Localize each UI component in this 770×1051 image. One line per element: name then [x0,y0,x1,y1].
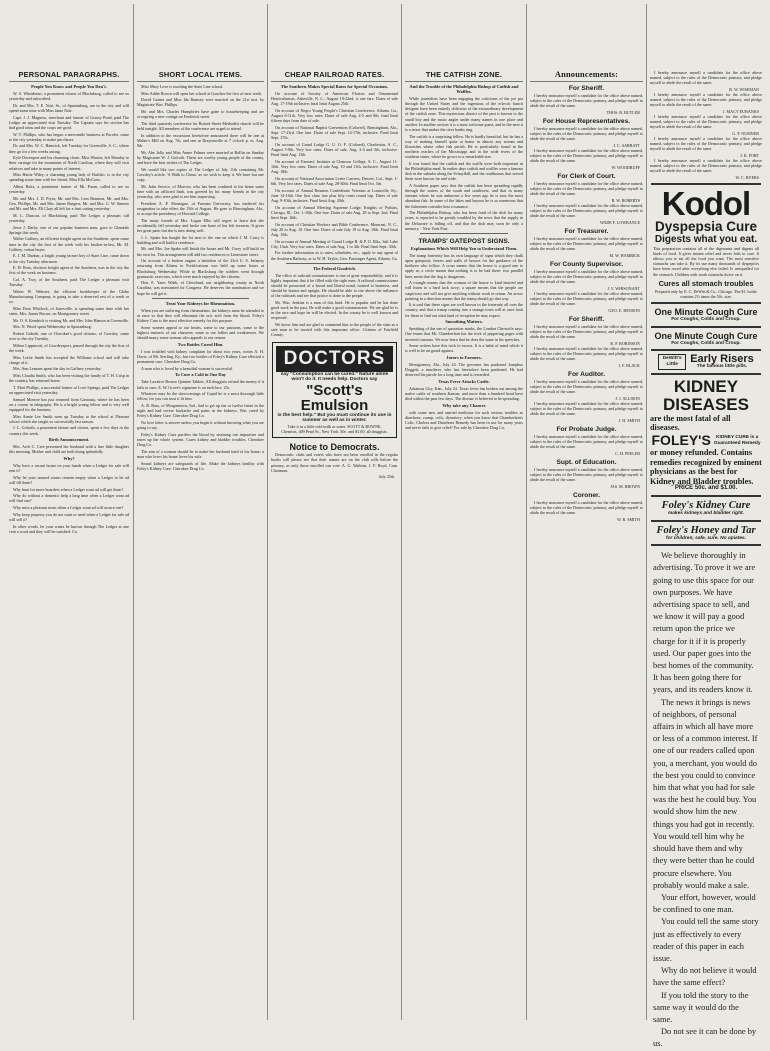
paragraph: Mr. Abe Jolly and Miss Annie Palmer were married at Rollin on Sunday by Magistrate W. J. Goforth. These are worthy young people of the county, and have the best wishes of The Ledger. [137,149,264,166]
section-title: For Treasurer. [564,227,609,235]
paragraph: Do not see it can be done by us. [653,1027,757,1049]
candidate-name: G. P. NUMNER [732,130,759,136]
paragraph: I was troubled with kidney complaint for about two years, writes A. H. Davis, of Mt. Sterling, Ky., but two bottles of Foley's Kidney Cure effected a permanent cure. Cherokee Drug Co. [137,348,264,365]
subheading: Texas Fever Attacks Cattle. [438,379,490,385]
kodol-ad [650,184,762,299]
paragraph: We know him and are glad to commend him to the people of the state as a safe man to be trusted with this important office. Citizens of Fairfield County. [271,322,398,338]
ad-subtitle: For Coughs, Colds and Croup. [671,340,741,346]
paragraph: Robert Gaboth, one of Cherokee's good citizens, of Gowdey, came over to the city Tuesday. [9,330,129,342]
ad-tagline: say "Consumption can be cured." Nature alone won't do it. It needs help. Doctors say [280,371,389,383]
paragraph: We would like two copies of The Ledger of July 11th containing Mr. Gowdey's article, 'A Walk to China,' as we wish to keep it. We have but one copy. [137,166,264,182]
paragraph: On account of Christian Workers and Bible Conference, Montreat, N. C., July 20 to Aug. 10. One fare. Dates of sale July 19 to Aug. 10th. Final limit Aug. 15th. [271,221,398,237]
tramps-heading: TRAMPS' GATEPOST SIGNS. [418,237,510,245]
paragraph: It is said that these signs are well known to the fraternity all over the country, and that a tramp coming into a strange town will at once look for them to find out what kind of reception he may expect. [405,302,523,318]
paragraph: For further information as to rates, schedules, etc., apply to any agent of the Southern Railway, or to W. H. Taylor, Gen. Passenger Agent, Atlanta, Ga. [271,250,398,261]
paragraph: Col. A. Troy, of the Southern, paid The Ledger a pleasant visit Tuesday. [9,277,129,288]
one-minute-cough-cure-ad [650,307,762,323]
foleys-honey-tar-ad [650,525,762,542]
kidney-diseases-ad [650,378,762,492]
candidate-name: THOS. B. BUTLER [606,109,640,115]
ad-subtitle: makes kidneys and bladder right. [668,511,744,517]
subheading-birth: Birth Announcement. [48,437,90,443]
paragraph: The Philadelphia Bishop, who has been fond of the dish for many years, is reported to be greatly troubled by the news that the supply in the Delaware is falling off, and that the dish may soon be only a memory. - New York Post. [405,210,523,231]
paragraph: Kyle Davenport and his charming closer, Miss Winnie, left Monday to their carriage for the mountains of North Carolina, where they will visit relatives and take in many points of interest. [9,155,129,171]
paragraph: On account of National Baptist Convention (Colored), Birmingham, Ala., Sept. 17-23rd. One fare. Dates of sale Sept. 14-17th, inclusive. Final limit Sept. 27th. [271,124,398,141]
section-heading: PERSONAL PARAGRAPHS. [9,70,129,82]
paragraph: Miss Hattie Wiley, a charming young lady of Buffalo, is in the city spending some time with her friend, Miss Ella McCraw. [9,172,129,183]
paragraph: Dr. and Mrs. T. E. Nott, Sr., of Spartanburg, are in the city and will spend some time with Miss Janie Nott. [9,102,129,113]
section-title: For Clerk of Court. [557,172,616,180]
paragraph: W. T. Phillips, who has begun a mercantile business at Pacolet, came to the city yesterday to make purchases. [9,131,129,142]
paragraph: On account of a broken engine a battalion of the 23rd U. S. Infantry returning from Athens to Fortifications was held up some hours at Blacksburg Wednesday. While in Blacksburg the soldiers went through gymnastic exercises, which were much enjoyed by the citizens. [137,258,264,279]
announcement: I hereby announce myself a candidate for the office above named, subject to the rules of the Democratic primary, and pledge myself to abide the result of the same. [530,125,643,142]
divider [651,495,761,497]
paragraph: Why hunt for more boarders when a Ledger want ad will get them? [13,486,124,492]
paragraph: Miss Claudia Smith, who has been visiting the family of T. H. Crisp in the country, has returned home. [9,373,129,384]
foley-name: FOLEY'S [651,432,711,449]
announcement: I hereby announce myself a candidate for the office above named, subject to the rules of the Democratic primary, and pledge myself to abide the result of the same. [650,113,762,130]
paragraph: We believe thoroughly in advertising. To prove it we are going to use this space for our own purposes. We have advertising space to sell, and we know it will pay a good return upon the price we charge for it if it is properly used. Our paper goes into the best homes of the community. It has been going there for years, and its readers know it. [653,551,756,695]
scotts-emulsion-ad [272,342,397,439]
subheading: Smoothing Matters. [445,319,483,325]
announcement: I hereby announce myself a candidate for the office above named, subject to the rules of the Democratic primary, and pledge myself to abide the result of the same. [530,378,643,394]
article-body [9,91,129,436]
paragraph: While journalists have been engaging the criticisms of the joe pot through the United States and the ingenious of the eclectic bunch designer have been entirely oblivious of the extraordinary development of the catfish zone. This mysterious district of the pest is known to the small boy and the rustic angler under many names in one place and another. In another section it is a most welcome guest, and in the next it is a terror that makes the river banks ring. [405,96,523,132]
section-heading: THE CATFISH ZONE. [405,70,523,82]
paragraph: Milton Lippincott, of Gowdeysport, passed through the city the first of the week. [9,342,129,353]
foley-cure1: KIDNEY CURE is a [716,434,759,440]
paragraph: A man who is loved by a beautiful woman is successful. [141,365,233,371]
announcement: I hereby announce myself a candidate for the office above named, subject to the rules of the Democratic primary, and pledge myself to abide the result of the same. [530,147,643,164]
paragraph: Miss Mary Love is teaching the State Line school. [141,84,224,89]
announcement: I hereby announce myself a candidate for the office above named, subject to the rules of the Democratic primary, and pledge myself to abide the result of the same. [530,323,643,340]
paragraph: Miss Dora Whitlock, of Jonesville, is spending some time with her sister, Mrs. James Brown, on Montgomery street. [9,305,129,316]
candidate-name: J. V. WHISONANT [607,285,640,291]
paragraph: The third quarterly conference for Buford Street Methodist church will be held tonight. All members of the conference are urged to attend. [137,120,264,132]
paragraph: Mrs. N. Wood spent Wednesday in Spartanburg. [13,324,92,330]
notice-body: Democratic clubs and voters who have not been enrolled in the regular books will please see that their names are on the club rolls before the primary, as only those enrolled can vote. A. G. Watkins, J. F. Boyd, Com. Chairman. [271,452,398,473]
paragraph: Why do without a domestic help a long time when a Ledger want ad will find one? [9,493,129,504]
paragraph: Montgomery, Ala., July 24. The governor has pardoned Josephus Doggett, a murderer, who has heretofore been pardoned. He had deserved his parole for a long time and is rewarded. [405,362,523,378]
announcement: I hereby announce myself a candidate for the office above named, subject to the rules of the Democratic primary, and pledge myself to abide the result of the same. [650,135,762,152]
kidney-line1: are the most fatal of all diseases. [650,413,731,433]
section-heading: Announcements: [530,70,643,82]
subheading: The Federal Goodrich. [313,265,356,271]
paragraph: The aim of a woman should be to make her husband fond of his home; a man who loves his home loves his wife. [137,448,264,459]
candidate-name: J. C. SARRATT [613,142,640,148]
paragraph: No love letter is sincere unless you begin it without knowing what you are going to say. [137,419,264,431]
paragraph: Dr. and Mrs. W. C. Hamrick, left Tuesday for Greenville, S. C., where they go for a few weeks outing. [9,143,129,154]
section-title: Supt. of Education. [556,458,617,466]
paragraph: Why keep property you do not want or need when a Ledger for sale ad will sell it? [9,511,129,522]
column-catfish-zone [401,4,526,1020]
paragraph: Walter W. Webster, the efficient bookkeeper of the Globe Manufacturing Company, is going to take a deserved rest of a week or so. [9,288,129,305]
newspaper-page [6,4,764,1049]
divider [651,326,761,328]
paragraph: The tramp fraternity has its own language of signs which they chalk upon gateposts, fences and walls of houses for the guidance of the brethren who follow. A cross means that the house is a good one to apply at; a circle means that nothing is to be had there; two parallel lines mean that the dog is dangerous. [405,252,523,279]
paragraph: Mr. Wm. Jenkins is a man of this kind. He is popular and he has done good work in the past. He will make a good commissioner. We are glad he is in the race and hope he will be elected. In the county he is well known and respected. [271,299,398,321]
divider [651,520,761,522]
paragraph: Some women appeal to our hearts, some to our passions, some to the highest instincts of our character, some to our follies and weaknesses. We should marry some woman who appeals to our reason. [137,324,264,341]
column-railroad-rates [267,4,401,1020]
paragraph: Walter Gaffney, an efficient freight agent on the Southern, spent some time in the city the first of the week with his brother-in-law, Mr. M. Gaffney, cotton buyer. [9,236,129,252]
paragraph: The many friends of Mrs. Logan Ellis will regret to learn that she accidentally fell yesterday and broke one bone of her left forearm. It gives her great pain, but she is now doing well. [137,217,264,233]
kodol-tagline: Digests what you eat. [654,233,758,245]
paragraph: Mrs. Arch C. Cree presented her husband with a fine little daughter this morning. Mother and child are both doing splendidly. [9,444,129,455]
paragraph: M. L. Duncan, of Blacksburg, paid The Ledger a pleasant call yesterday. [9,212,129,223]
paragraph: Mr. and Mrs. Joe Spake will finish the house and Mr. Curry will build on his own lot. This arrangement will add two residences to Limestone street. [137,246,264,257]
announcement: I hereby announce myself a candidate for the office above named, subject to the rules of the Democratic primary, and pledge myself to abide the result of the same. [650,70,762,86]
paragraph: Whatever may be the shortcomings of Cupid he is a most thorough little fellow, for you can trust it fit him. [137,391,264,402]
tramps-subheading: Explanations Which Will Help You to Understand Them. [410,245,518,251]
section-heading: SHORT LOCAL ITEMS. [137,70,264,82]
paragraph: On account of Annual Meeting of Grand Lodge B. & P. O. Elks, Salt Lake City, Utah. Very low rates. Dates of sale Aug. 1 to 4th. Final limit Sept. 30th. [271,238,398,249]
paragraph: Capt. J. J. Magness, merchant and farmer of Grassy Pond, paid The Ledger an appreciated visit Tuesday. The Captain says his section has had good rains and the crops are good. [9,114,129,130]
paragraph: Mrs. Ann Lemons spent the day in Gaffney yesterday. [13,366,102,372]
paragraph: It was found that the catfish and the waffle were both important in the Philadelphia meal. In earlier days catfish and waffles were a famous dish in the suburbs along the Schuylkill, and the roadhouses that served them were known far and wide. [405,160,523,182]
candidate-name: J. J. ALLISON [615,395,640,401]
kidney-body: or money refunded. Contains remedies recognized by eminent physicians as the best for Kidney and Bladder troubles. [650,448,762,486]
early-risers-ad [650,354,762,370]
paragraph: Mr. and Mrs. Charles Humphries have gone to housekeeping and are occupying a new cottage on Frederick street. [137,109,264,120]
subheading: Treat Your Kidneys for Rheumatism. [165,300,236,306]
one-minute-cough-cure-ad [650,331,762,347]
announcement: I hereby announce myself a candidate for the office above named, subject to the rules of the Democratic primary, and pledge myself to abide the result of the same. [530,499,643,515]
advertising-editorial [653,550,759,1050]
section-subheading: People You Know and People You Don't. [31,84,107,89]
candidate-name: M. W. HAMRICK [609,252,640,258]
notice-title: Notice to Democrats. [289,442,380,453]
candidate-name: R. W. ROBERTS [611,197,640,203]
paragraph: Why have a vacant house on your hands when a Ledger for sale will rent it? [9,463,129,474]
paragraph: Miss Lottie Smith has accepted the Williams school and will take charge of it. [9,354,129,365]
early-risers-title: Early Risers [690,353,754,366]
paragraph: Take Laxative Bromo Quinine Tablets. All druggists refund the money if it fails to cure. E. W. Grove's signature is on each box. 25c. [137,379,264,390]
section-title: Coroner. [572,491,601,499]
paragraph: On account of Society of American Florists and Ornamental Horticulturists, Asheville, N. C., August 19-22nd, is one fare. Dates of sale Aug. 17-19th inclusive; final limit August 25th. [271,91,398,107]
section-title: For Probate Judge. [556,425,617,433]
ad-title: Foley's Kidney Cure [661,500,751,512]
paragraph: J. L. Goforth, a prominent farmer and citizen, spent a few days in the country this week. [9,425,129,436]
paragraph: Why do not believe it would have the same effect? [653,966,757,988]
paragraph: Why miss a pleasant room when a Ledger want ad will secure one? [13,505,124,511]
section-title: For Sheriff. [568,85,605,92]
dewitts-label: DeWitt's Little [658,354,686,369]
ad-title: One Minute Cough Cure [654,330,758,341]
paragraph: Some writers have this trick to excess. It is a habit of mind which it is well to be on guard against. [405,343,523,354]
candidate-name: R. P. ROBINSON [610,340,640,346]
announcement: I hereby announce myself a candidate for the office above named, subject to the rules of the Democratic primary, and pledge myself to abide the result of the same. [530,202,643,219]
paragraph: On account of Annual Meeting Supreme Lodge, Knights of Pythias, Chicago, Ill., Oct. 1-10th. One fare. Dates of sale Aug. 28 to Sept. 2nd. Final limit Sept. 16th. [271,204,398,220]
ad-title: DOCTORS [276,346,393,372]
candidate-name: GEO. E. HENSON [608,307,640,313]
paragraph: E. J. M. Dunbar, a bright young farmer boy of State Line, came down to the city Tuesday afternoon. [9,253,129,264]
paragraph: Albert Betts, a prominent farmer of Mt. Paran, called to see us yesterday. [9,184,129,195]
paragraph: Foley's Kidney Cure purifies the blood by straining out impurities and tones up the whole system. Cures kidney and bladder troubles. Cherokee Drug Co. [137,431,264,448]
column-short-local-items [133,4,267,1020]
ad-subtitle: For Coughs, Colds and Croup. [671,317,741,323]
candidate-name: W. C. BYERS [735,174,759,180]
paragraph: T. Mott Phillips, a successful farmer of Love Springs, paid The Ledger an appreciated visit yesterday. [9,384,129,395]
paragraph: You could tell the same story just as effectively to every reader of this paper in each issue. [653,917,759,963]
candidate-name: J. K. FORT [740,152,759,158]
kodol-logo: Kodol [661,184,751,222]
notice-signature: July 25th. [378,474,395,480]
divider [651,373,761,375]
paragraph: Hon. E. Yates Webb, of Cleveland, our neighboring county in North Carolina, was nominated for Congress. He deserves the nomination and we hope he will get it. [137,280,264,296]
section-title: For House Representatives. [542,117,631,125]
ad-body: is the best help." But you must continue its use in summer as well as in winter. [277,412,392,424]
kodol-body: This preparation contains all of the digestants and digests all kinds of food. It gives instant relief and never fails to cure. It allows you to eat all the food you want. The most sensitive stomachs can take it. By its use many thousands of dyspeptics have been cured after everything else failed. Is unequalled for the stomach. Children with weak stomachs thrive on it. [653,245,759,277]
ad-subtitle: for children, safe, sure. No opiates. [666,535,746,541]
kidney-price: PRICE 50c. and $1.00. [674,485,738,492]
candidate-name: W. WOODRUFF [611,164,640,170]
paragraph: On account of National Association Letter Carriers, Denver, Col., Sept. 1-6th. Very low rates. Dates of sale Aug. 28-30th. Final limit Oct. 5th. [271,175,398,186]
paragraph: David Gaines and Miss Ida Ramsey were married on the 21st inst. by Magistrate Wm. Phillips. [137,97,264,108]
paragraph: In other words, let your wants be known through The Ledger at one cent a word and they will be satisfied. Co. [9,523,129,534]
paragraph: In addition to the excursions heretofore announced there will be one at Maher's Mill on Aug. 7th, and one at Draytonville at 7 o'clock p. m. Aug. 9th. [137,132,264,149]
paragraph: Samuel Monroe has just returned from Gastonia, where he has been on a course in telegraphy. He is a bright young fellow and is very well equipped for the business. [9,396,129,412]
ad-footer: Take it in a little cold milk or water. SCOTT & BOWNE, Chemists, 409 Pearl St., New York. 50c. and $1.00; all druggists. [281,423,388,435]
paragraph: Speaking of the use of quotation marks, the London Chronicle says: One learns that Mr. Chamberlain has the trick of peppering pages with inverted commas. We now learn that he does the same in his speeches. [405,326,523,342]
paragraph: W. S. Whiteheart, a prominent citizen of Blacksburg, called to see us yesterday and subscribed. [9,91,129,102]
paragraph: If you told the story to the same way it would do the same. [653,990,749,1024]
announcement: I hereby announce myself a candidate for the office above named, subject to the rules of the Democratic primary, and pledge myself to abide the result of the same. [530,180,643,197]
divider [152,298,249,299]
section-subheading: The Southern Makes Special Rates for Special Occasions. [280,84,389,89]
ad-title: Foley's Honey and Tar [656,524,756,536]
paragraph: Your effort, however, would be confined to one man. [653,892,756,915]
subheading-why: Why? [63,456,75,462]
kodol-maker: Prepared only by E. C. DeWitt & Co., Chicago. The $1. bottle contains 2½ times the 50c. size. [655,288,757,299]
kodol-subtitle: Dyspepsia Cure [654,218,758,234]
foleys-kidney-cure-ad [650,500,762,517]
foley-cure2: Guaranteed Remedy [713,440,761,446]
candidate-name: J. H. SMITH [618,417,640,423]
candidate-name: JAS. M. BROWN [610,483,640,489]
paragraph: Mr. O. S. Kendrick is visiting Mr. and Mrs. John Hamon at Greenville. [13,317,129,323]
subheading: Jurors to Farmers. [446,355,482,361]
candidate-name: J. MACY EUBANKS [722,108,759,114]
paragraph: A. B. Bass, of Morgantown, Ind., had to get up ten or twelve times in the night and had severe backache and pains in the kidneys. Was cured by Foley's Kidney Cure. Cherokee Drug Co. [137,402,264,419]
paragraph: The office of railroad commissioner is one of great responsibility, and it is highly important that it be filled with the right men. A railroad commissioner should be possessed of a broad and liberal mind, trained to business, and should be honest and upright. He should be able to rise above the influence of the railroads and see that justice is done to the people. [271,272,398,299]
announcement: I hereby announce myself a candidate for the office above named, subject to the rules of the Democratic primary, and pledge myself to abide the result of the same. [530,345,643,362]
paragraph: The news it brings is news of neighbors, of personal affairs in which all have more or less of a common interest. If one of our readers called upon you, a merchant, you would do the best you could to convince him that what you had for sale was the best he could buy. You would show him the new things you had got in recently. You would tell him why he should have them and why they were better than he could procure elsewhere. You probably would make a sale. [653,697,758,890]
paragraph: On account of Negro Young People's Christian Conference, Atlanta, Ga., August 6-11th. Very low rates. Dates of sale Aug. 4-5 and 9th; final limit fifteen days from date of sale. [271,107,398,124]
article-body [271,91,398,261]
paragraph: Arkansas City, Kan., July 24. Texas fever has broken out among the native cattle of southern Kansas, and more than a hundred head have died within the past few days. The disease is believed to be spreading. [405,386,523,402]
paragraph: On account of Grand Lodge G. U. O. F. (Colored), Charleston, S. C., August 5-9th. Very low rates. Dates of sale, Aug. 3-4 and 5th, inclusive. Final limit Aug. 13th. [271,141,398,158]
divider [286,263,383,264]
announcement: I hereby announce myself a candidate for the office above named, subject to the rules of the Democratic primary, and pledge myself to abide the result of the same. [530,290,643,307]
paragraph: Mr. and Mrs. J. D. Pryor, Mr. and Mrs. Lem Brannon, Mr. and Mrs. Geo. Phillips, Mr. and Mrs. James Burgess, Mr. and Mrs. G. W. Simons and Mr. and Mrs. Eli Clary all left for a fruit outing yesterday. [9,195,129,212]
section-title: For County Supervisor. [550,260,623,268]
paragraph: When you are suffering from rheumatism, the kidneys must be attended to at once so that they will eliminate the uric acid from the blood. Foley's Kidney Cure is the most effective remedy for this purpose. [137,307,264,324]
announcement: I hereby announce myself a candidate for the office above named, subject to the rules of the Democratic primary, and pledge myself to abide the result of the same. [530,93,643,109]
paragraph: On account of Farmers' Institute at Clemson College, S. C., August 11-16th. Very low rates. Dates of sale Aug. 10 and 11th, inclusive. Final limit Aug. 18th. [271,158,398,175]
announcement: I hereby announce myself a candidate for the office above named, subject to the rules of the Democratic primary, and pledge myself to abide the result of the same. [530,400,643,416]
paragraph: A triangle means that the woman of the house is kind hearted and will listen to a hard luck story; a square means that the people are suspicious and will not give anything without work in return. An arrow pointing in a direction means that the tramp should go that way. [405,280,523,301]
section-subheading: And the Trouble of the Philadelphia Bishop of Catfish and Waffles. [409,84,519,94]
subheading: Two Bottles Cured Him. [177,341,224,347]
divider [651,302,761,304]
candidate-name: C. H. PEELER [615,450,640,456]
ad-brand: "Scott's Emulsion [300,381,369,414]
paragraph: Sound kidneys are safeguards of life. Make the kidneys healthy with Foley's Kidney Cure. Cherokee Drug Co. [137,460,264,471]
column-advertisements [646,4,765,1049]
candidate-name: W. R. SMITH [616,516,640,522]
paragraph: with some new and untried medicine for such serious troubles as diarrhoea, cramp, colic, dysentery, when you know that Chamberlain's Colic, Cholera and Diarrhoea Remedy has been in use for many years and never fails to give relief? For sale by Cherokee Drug Co. [405,410,523,431]
column-announcements [526,4,646,1020]
divider [651,349,761,351]
article-body [405,96,523,231]
candidate-name: WADE F. LOWRANCE [599,219,640,225]
paragraph: On account of Annual Reunion Confederate Veterans at Louisville, Ky., June 14-16th. One first class fare plus fifty cents round trip. Dates of sale Aug. 9-10th, inclusive. Final limit Aug. 20th. [271,187,398,203]
ad-title: One Minute Cough Cure [654,307,758,318]
candidate-name: J. F. BLACK [618,362,640,368]
section-title: For Auditor. [567,370,606,378]
paragraph: J. L. Spake has bought the lot next to the one on which J. M. Curry is building and will build a residence. [137,234,264,245]
paragraph: Miss Addie Brown will open her school at Goucher the first of next week. [141,90,263,96]
early-risers-sub: The famous little pills. [696,364,748,370]
paragraph: E. H. Ross, division freight agent of the Southern, was in the city the first of the week on business. [9,265,129,276]
announcement: I hereby announce myself a candidate for the office above named, subject to the rules of the Democratic primary, and pledge myself to abide the result of the same. [530,268,643,285]
kidney-title: KIDNEY DISEASES [663,376,749,414]
announcement: I hereby announce myself a candidate for the office above named, subject to the rules of the Democratic primary, and pledge myself to abide the result of the same. [530,235,643,252]
column-personal-paragraphs [6,4,132,1020]
paragraph: The catfish is a surprising fellow. He is hardly beautiful, but he has a way of making himself quite at home in almost any stream and flourishes where other fish perish. He is particularly found in the northern reaches of the Mississippi and in the wide rivers of the southern states, where he grows to a remarkable size. [405,133,523,160]
announcement: I hereby announce myself a candidate for the office above named, subject to the rules of the Democratic primary, and pledge myself to abide the result of the same. [650,91,762,108]
paragraph: A Southern paper says that the catfish has been spreading rapidly through the waters of the south and southwest, and that in many streams where he was unknown a few years ago he is now the most abundant fish. In some of the lakes and bayous he is so numerous that the fishermen consider him a nuisance. [405,183,523,209]
announcement: I hereby announce myself a candidate for the office above named, subject to the rules of the Democratic primary, and pledge myself to abide the result of the same. [530,466,643,482]
why-body [9,463,129,534]
kodol-line: Cures all stomach troubles [658,278,754,288]
section-title: For Sheriff. [568,315,605,323]
section-heading: CHEAP RAILROAD RATES. [271,70,398,82]
subheading: To Cure a Cold in One Day [175,372,226,378]
announcement: I hereby announce myself a candidate for the office above named, subject to the rules of the Democratic primary, and pledge myself to abide the result of the same. [530,433,643,449]
paragraph: Mr. John Service, of Morrow, who has been confined to his home some time with an afflicted limb, was greeted by his many friends in the city yesterday, who were glad to see him improving. [137,183,264,199]
paragraph: Why let your unused rooms remain empty when a Ledger to let ad will fill them? [9,474,129,485]
announcement: I hereby announce myself a candidate for the office above named, subject to the rules of the Democratic primary, and pledge myself to abide the result of the same. [650,157,762,174]
paragraph: Jesse J. Darby, one of our popular business men, goes to Glendale Springs this week. [9,224,129,235]
candidate-name: R. W. WISEMAN [729,86,759,92]
paragraph: President A. P. Montague, of Furman University, has tendered his resignation to take effect the 15th of August. He goes to Birmingham, Ala., to accept the presidency of Howard College. [137,200,264,216]
article-body [137,84,264,296]
divider [651,544,761,546]
divider [420,233,508,234]
paragraph: Miss Annie Lee Smith went up Tuesday to the school at Pleasant school which she taught so successfully last season. [9,413,129,424]
subheading: Why take any Chances [442,403,486,408]
